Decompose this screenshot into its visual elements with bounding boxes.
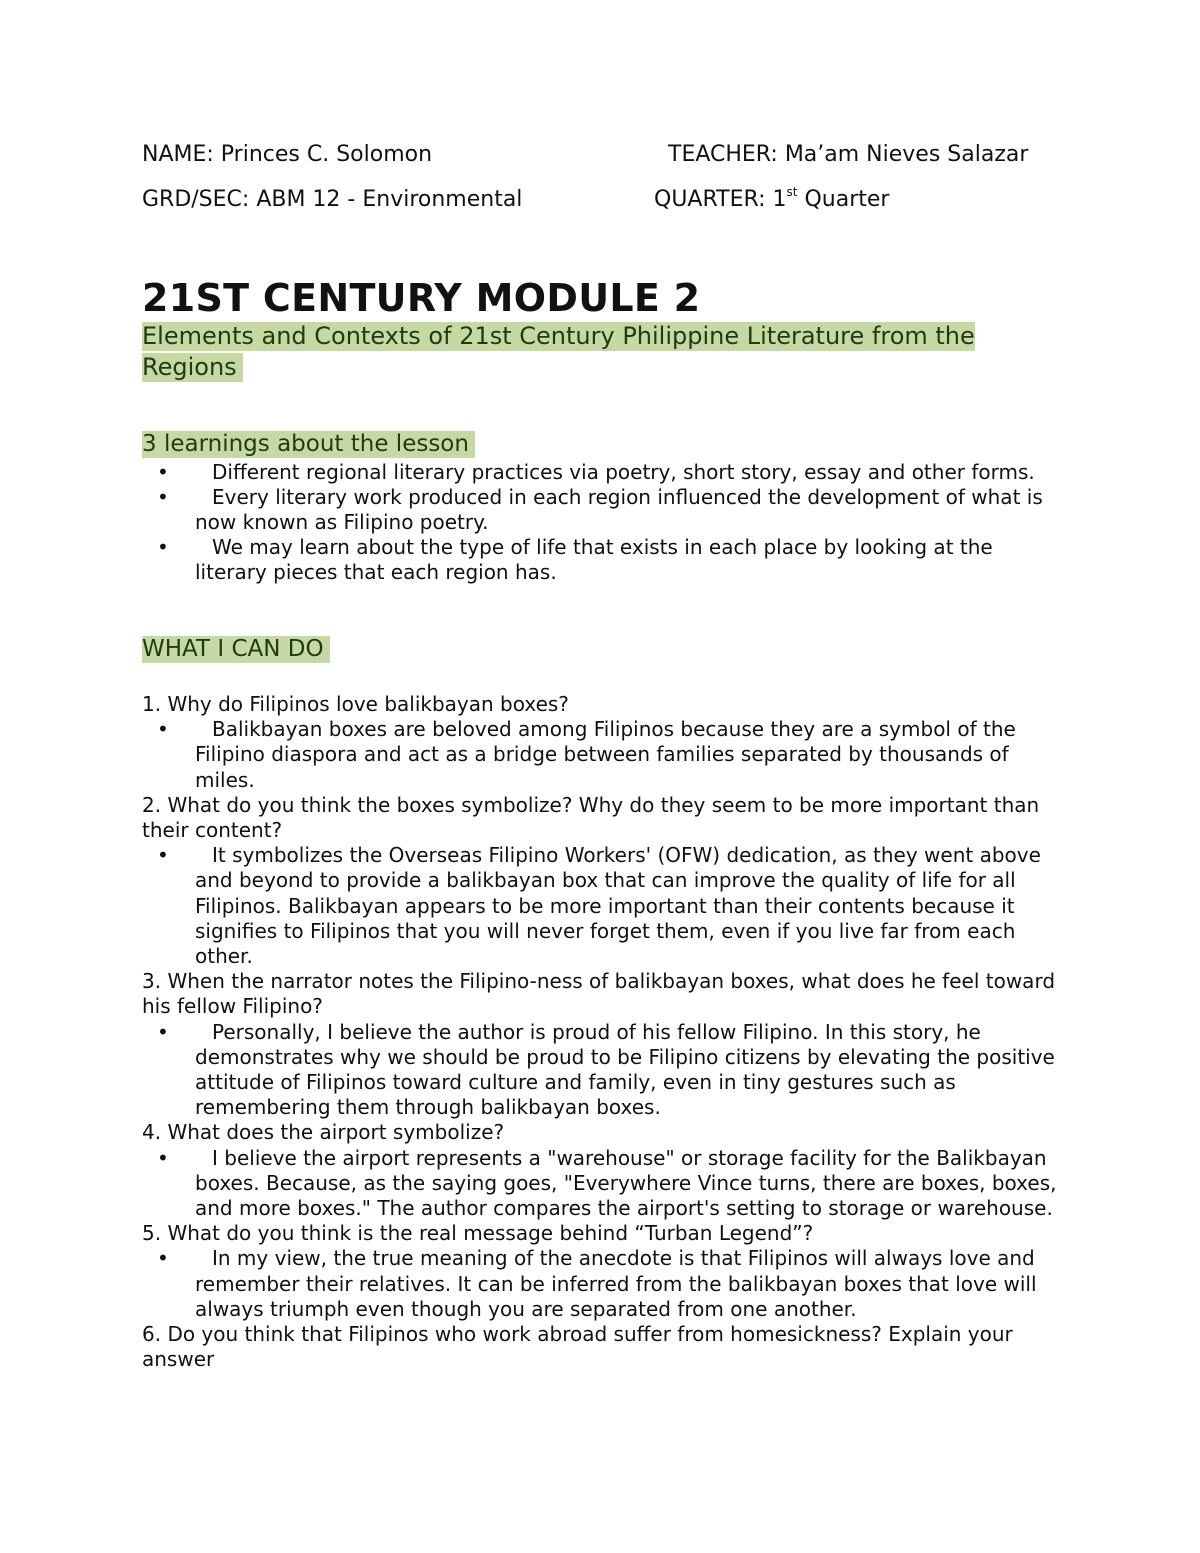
learning-text: We may learn about the type of life that exists in each place by looking at the literary pieces that each region has.	[195, 535, 993, 584]
student-name: NAME: Princes C. Solomon	[142, 142, 433, 167]
module-subtitle-text: Elements and Contexts of 21st Century Philippine Literature from the Regions	[142, 322, 975, 381]
question: 1. Why do Filipinos love balikbayan boxes?	[142, 692, 569, 716]
answer-text: I believe the airport represents a "warehouse" or storage facility for the Balikbayan boxes. Because, as the saying goes, "Everywhere Vince turns, there are boxes, boxes, and more boxes." The author compares the airport's setting to storage or warehouse.	[195, 1145, 1057, 1221]
bullet-icon: •	[157, 535, 169, 559]
module-subtitle	[142, 321, 1057, 383]
answer-text: In my view, the true meaning of the anecdote is that Filipinos will always love and remember their relatives. It can be inferred from the balikbayan boxes that love will always triumph even though you are separated from one another.	[195, 1246, 1037, 1321]
bullet-icon: •	[157, 1019, 169, 1044]
quarter-suffix: Quarter	[797, 187, 890, 212]
learning-text: Every literary work produced in each region influenced the development of what is now known as Filipino poetry.	[195, 485, 1043, 534]
question: 4. What does the airport symbolize?	[142, 1120, 505, 1145]
bullet-icon: •	[157, 843, 169, 868]
answer	[142, 1246, 1062, 1322]
quarter-ordinal: st	[786, 185, 798, 199]
bullet-icon: •	[157, 1145, 169, 1170]
bullet-icon: •	[157, 460, 169, 484]
answer-text: It symbolizes the Overseas Filipino Workers' (OFW) dedication, as they went above and beyond to provide a balikbayan box that can improve the quality of life for all Filipinos. Balikbayan appears to be more important than their contents because it signifies to Filipinos that you will never forget them, even if you live far from each other.	[195, 843, 1041, 969]
what-i-can-do-heading-text: WHAT I CAN DO	[142, 636, 330, 663]
quarter	[654, 187, 889, 212]
question: 2. What do you think the boxes symbolize? Why do they seem to be more important than their content?	[142, 792, 1040, 843]
learning-item	[142, 535, 1062, 585]
what-i-can-do-heading	[142, 636, 330, 662]
answer	[142, 717, 1062, 793]
learnings-heading-text: 3 learnings about the lesson	[142, 431, 475, 458]
question: 5. What do you think is the real message behind “Turban Legend”?	[142, 1221, 814, 1246]
bullet-icon: •	[157, 485, 169, 509]
learning-text: Different regional literary practices via poetry, short story, essay and other forms.	[212, 460, 1035, 484]
answer-text: Personally, I believe the author is proud of his fellow Filipino. In this story, he demonstrates why we should be proud to be Filipino citizens by elevating the positive attitude of Filipinos toward culture and family, even in tiny gestures such as remembering them through balikbayan boxes.	[195, 1019, 1055, 1120]
teacher-name: TEACHER: Ma’am Nieves Salazar	[668, 142, 1029, 167]
learnings-heading	[142, 431, 475, 457]
answer	[142, 1020, 1062, 1121]
grade-section: GRD/SEC: ABM 12 - Environmental	[142, 187, 523, 212]
question: 3. When the narrator notes the Filipino-ness of balikbayan boxes, what does he feel toward his fellow Filipino?	[142, 969, 1056, 1019]
questions-section	[142, 692, 1062, 1372]
answer	[142, 1146, 1062, 1222]
learning-item	[142, 460, 1062, 485]
learning-item	[142, 485, 1062, 535]
bullet-icon: •	[157, 1246, 169, 1271]
question: 6. Do you think that Filipinos who work abroad suffer from homesickness? Explain your answer	[142, 1322, 1013, 1372]
bullet-icon: •	[157, 717, 169, 742]
quarter-prefix: QUARTER: 1	[654, 187, 787, 212]
answer	[142, 843, 1062, 969]
answer-text: Balikbayan boxes are beloved among Filipinos because they are a symbol of the Filipino diaspora and act as a bridge between families separated by thousands of miles.	[195, 717, 1016, 792]
learnings-list	[142, 460, 1062, 585]
page-title: 21ST CENTURY MODULE 2	[142, 276, 701, 320]
